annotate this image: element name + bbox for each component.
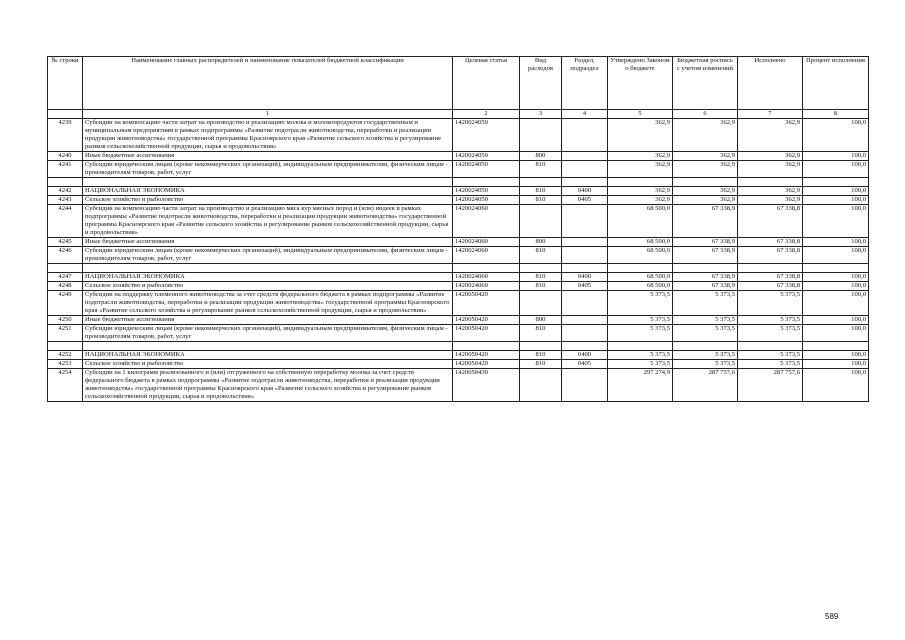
row-percent: 100,0 [803,119,869,152]
spacer-cell [738,178,803,187]
row-number: 4254 [48,369,83,402]
row-approved: 362,9 [608,196,673,205]
table-row [48,196,869,205]
spacer-cell [520,342,562,351]
row-target: 1420050420 [453,291,520,316]
row-number: 4239 [48,119,83,152]
header-row-no: № строки [48,57,83,110]
column-number: 8 [803,110,869,119]
row-name: Субсидии юридическим лицам (кроме некоммерческих организаций), индивидуальным предпринимателям, физическим лицам - производителям товаров, работ, услуг [83,161,453,178]
row-number: 4250 [48,316,83,325]
row-executed: 287 757,6 [738,369,803,402]
row-number: 4244 [48,205,83,238]
table-row [48,187,869,196]
row-section: 0400 [562,187,608,196]
row-name: НАЦИОНАЛЬНАЯ ЭКОНОМИКА [83,273,453,282]
row-number: 4242 [48,187,83,196]
header-target: Целевая статья [453,57,520,110]
row-approved: 297 274,9 [608,369,673,402]
row-section [562,325,608,342]
row-approved: 5 373,5 [608,360,673,369]
row-name: Иные бюджетные ассигнования [83,316,453,325]
row-section [562,152,608,161]
column-number [48,110,83,119]
row-number: 4247 [48,273,83,282]
spacer-cell [803,178,869,187]
spacer-cell [48,178,83,187]
spacer-cell [608,178,673,187]
row-approved: 5 373,5 [608,291,673,316]
row-section [562,369,608,402]
table-row [48,238,869,247]
row-kind: 810 [520,273,562,282]
spacer-cell [562,342,608,351]
row-name: Субсидии на поддержку племенного животноводства за счет средств федерального бюджета в рамках подпрограммы «Развитие подотрасли животноводства, переработки и реализации продукции животноводства» государственной программы Красноярского края «Развитие сельского хозяйства и регулирование рынков сельскохозяйственной продукции, сырья и продовольствия» [83,291,453,316]
spacer-cell [738,264,803,273]
row-target: 1420050420 [453,316,520,325]
row-number: 4243 [48,196,83,205]
row-section: 0400 [562,273,608,282]
row-target: 1420024060 [453,205,520,238]
row-name: Субсидии на компенсацию части затрат на производство и реализацию молока и молокопродуктов государственным и муниципальным предприятиям в рамках подпрограммы «Развитие подотрасли животноводства, переработки и реализации продукции животноводства» государственной программы Красноярского края «Развитие сельского хозяйства и регулирование рынков сельскохозяйственной продукции, сырья и продовольствия» [83,119,453,152]
row-schedule: 5 373,5 [673,351,738,360]
spacer-cell [453,264,520,273]
row-executed: 67 338,8 [738,273,803,282]
row-executed: 5 373,5 [738,360,803,369]
row-approved: 68 500,0 [608,273,673,282]
spacer-cell [673,178,738,187]
row-schedule: 67 338,9 [673,238,738,247]
spacer-cell [48,264,83,273]
header-percent: Процент исполнения [803,57,869,110]
row-executed: 67 338,8 [738,205,803,238]
row-schedule: 287 757,6 [673,369,738,402]
row-executed: 5 373,5 [738,291,803,316]
row-approved: 68 500,0 [608,205,673,238]
row-percent: 100,0 [803,187,869,196]
row-number: 4253 [48,360,83,369]
row-section [562,205,608,238]
row-target: 1420024050 [453,187,520,196]
table-row [48,282,869,291]
spacer-cell [453,342,520,351]
row-schedule: 67 338,9 [673,247,738,264]
row-approved: 362,9 [608,152,673,161]
spacer-cell [738,342,803,351]
spacer-cell [803,264,869,273]
row-section: 0405 [562,196,608,205]
row-target: 1420050430 [453,369,520,402]
row-name: Субсидии на 1 килограмм реализованного и (или) отгруженного на собственную переработку молока за счет средств федерального бюджета в рамках подпрограммы «Развитие подотрасли животноводства, переработки и реализации продукции животноводства» государственной программы Красноярского края «Развитие сельского хозяйства и регулирование рынков сельскохозяйственной продукции, сырья и продовольствия» [83,369,453,402]
row-kind: 810 [520,351,562,360]
table-row [48,291,869,316]
column-number: 3 [520,110,562,119]
row-kind [520,119,562,152]
row-section: 0405 [562,282,608,291]
table-row [48,360,869,369]
row-name: НАЦИОНАЛЬНАЯ ЭКОНОМИКА [83,351,453,360]
row-kind: 800 [520,238,562,247]
spacer-cell [453,178,520,187]
spacer-cell [520,264,562,273]
spacer-cell [608,342,673,351]
row-section: 0400 [562,351,608,360]
spacer-cell [608,264,673,273]
spacer-row [48,342,869,351]
row-schedule: 362,9 [673,161,738,178]
row-number: 4245 [48,238,83,247]
row-schedule: 5 373,5 [673,325,738,342]
table-row [48,273,869,282]
row-percent: 100,0 [803,238,869,247]
row-target: 1420024060 [453,238,520,247]
column-number: 2 [453,110,520,119]
spacer-cell [83,264,453,273]
column-number: 7 [738,110,803,119]
row-kind [520,205,562,238]
row-target: 1420024050 [453,196,520,205]
row-name: НАЦИОНАЛЬНАЯ ЭКОНОМИКА [83,187,453,196]
row-schedule: 67 338,9 [673,273,738,282]
row-kind: 810 [520,161,562,178]
spacer-cell [48,342,83,351]
spacer-row [48,264,869,273]
row-executed: 362,9 [738,187,803,196]
row-target: 1420024050 [453,152,520,161]
row-name: Сельское хозяйство и рыболовство [83,360,453,369]
row-section [562,161,608,178]
row-schedule: 5 373,5 [673,360,738,369]
row-schedule: 67 338,9 [673,205,738,238]
table-row [48,316,869,325]
row-approved: 5 373,5 [608,325,673,342]
column-number: 1 [83,110,453,119]
row-section [562,316,608,325]
row-name: Иные бюджетные ассигнования [83,152,453,161]
row-approved: 362,9 [608,119,673,152]
row-approved: 5 373,5 [608,316,673,325]
spacer-cell [83,178,453,187]
budget-table [47,56,869,402]
row-section [562,119,608,152]
spacer-row [48,178,869,187]
row-kind: 810 [520,360,562,369]
row-kind [520,291,562,316]
row-schedule: 5 373,5 [673,291,738,316]
row-percent: 100,0 [803,196,869,205]
row-name: Сельское хозяйство и рыболовство [83,196,453,205]
row-schedule: 67 338,9 [673,282,738,291]
row-target: 1420050420 [453,325,520,342]
row-schedule: 362,9 [673,119,738,152]
row-executed: 362,9 [738,152,803,161]
row-percent: 100,0 [803,161,869,178]
column-number: 5 [608,110,673,119]
row-target: 1420024060 [453,273,520,282]
row-section: 0405 [562,360,608,369]
row-name: Иные бюджетные ассигнования [83,238,453,247]
row-section [562,247,608,264]
row-approved: 68 500,0 [608,282,673,291]
row-number: 4248 [48,282,83,291]
row-executed: 362,9 [738,161,803,178]
table-row [48,205,869,238]
row-percent: 100,0 [803,369,869,402]
row-kind: 810 [520,187,562,196]
header-name: Наименование главных распорядителей и наименование показателей бюджетной классификации [83,57,453,110]
row-name: Сельское хозяйство и рыболовство [83,282,453,291]
row-number: 4251 [48,325,83,342]
column-number: 6 [673,110,738,119]
spacer-cell [83,342,453,351]
row-name: Субсидии юридическим лицам (кроме некоммерческих организаций), индивидуальным предпринимателям, физическим лицам - производителям товаров, работ, услуг [83,247,453,264]
row-percent: 100,0 [803,282,869,291]
row-schedule: 5 373,5 [673,316,738,325]
table-row [48,369,869,402]
row-kind: 810 [520,282,562,291]
row-name: Субсидии на компенсацию части затрат на производство и реализацию мяса кур мясных пород и (или) индеек в рамках подпрограммы «Развитие подотрасли животноводства, переработки и реализации продукции животноводства» государственной программы Красноярского края «Развитие сельского хозяйства и регулирование рынков сельскохозяйственной продукции, сырья и продовольствия» [83,205,453,238]
column-number: 4 [562,110,608,119]
row-target: 1420024060 [453,282,520,291]
spacer-cell [520,178,562,187]
row-number: 4246 [48,247,83,264]
row-executed: 5 373,5 [738,325,803,342]
row-percent: 100,0 [803,351,869,360]
header-schedule: Бюджетная роспись с учетом изменений [673,57,738,110]
row-percent: 100,0 [803,247,869,264]
row-number: 4240 [48,152,83,161]
table-row [48,152,869,161]
row-percent: 100,0 [803,205,869,238]
row-approved: 362,9 [608,187,673,196]
header-kind: Вид расходов [520,57,562,110]
row-executed: 5 373,5 [738,316,803,325]
row-approved: 362,9 [608,161,673,178]
table-row [48,247,869,264]
spacer-cell [562,178,608,187]
row-name: Субсидии юридическим лицам (кроме некоммерческих организаций), индивидуальным предпринимателям, физическим лицам - производителям товаров, работ, услуг [83,325,453,342]
header-approved: Утверждено Законом о бюджете [608,57,673,110]
spacer-cell [673,342,738,351]
row-number: 4252 [48,351,83,360]
row-approved: 68 500,0 [608,247,673,264]
spacer-cell [673,264,738,273]
header-executed: Исполнено [738,57,803,110]
row-target: 1420050420 [453,351,520,360]
header-section: Раздел, подраздел [562,57,608,110]
row-target: 1420050420 [453,360,520,369]
row-executed: 5 373,5 [738,351,803,360]
table-row [48,161,869,178]
row-percent: 100,0 [803,316,869,325]
row-percent: 100,0 [803,273,869,282]
row-schedule: 362,9 [673,196,738,205]
row-executed: 362,9 [738,119,803,152]
row-kind: 800 [520,316,562,325]
row-target: 1420024050 [453,161,520,178]
row-executed: 67 338,8 [738,247,803,264]
row-section [562,238,608,247]
row-percent: 100,0 [803,291,869,316]
row-executed: 67 338,8 [738,282,803,291]
row-number: 4249 [48,291,83,316]
row-percent: 100,0 [803,325,869,342]
column-numbers-row [48,110,869,119]
row-kind: 810 [520,196,562,205]
row-percent: 100,0 [803,360,869,369]
spacer-cell [803,342,869,351]
row-target: 1420024060 [453,247,520,264]
row-number: 4241 [48,161,83,178]
spacer-cell [562,264,608,273]
row-target: 1420024050 [453,119,520,152]
table-row [48,325,869,342]
row-kind: 810 [520,325,562,342]
row-kind: 810 [520,247,562,264]
row-approved: 68 500,0 [608,238,673,247]
row-schedule: 362,9 [673,187,738,196]
row-kind [520,369,562,402]
page-number: 589 [825,612,839,621]
row-executed: 362,9 [738,196,803,205]
row-schedule: 362,9 [673,152,738,161]
row-approved: 5 373,5 [608,351,673,360]
row-kind: 800 [520,152,562,161]
row-section [562,291,608,316]
table-row [48,351,869,360]
row-percent: 100,0 [803,152,869,161]
row-executed: 67 338,8 [738,238,803,247]
header-row [48,57,869,110]
table-row [48,119,869,152]
